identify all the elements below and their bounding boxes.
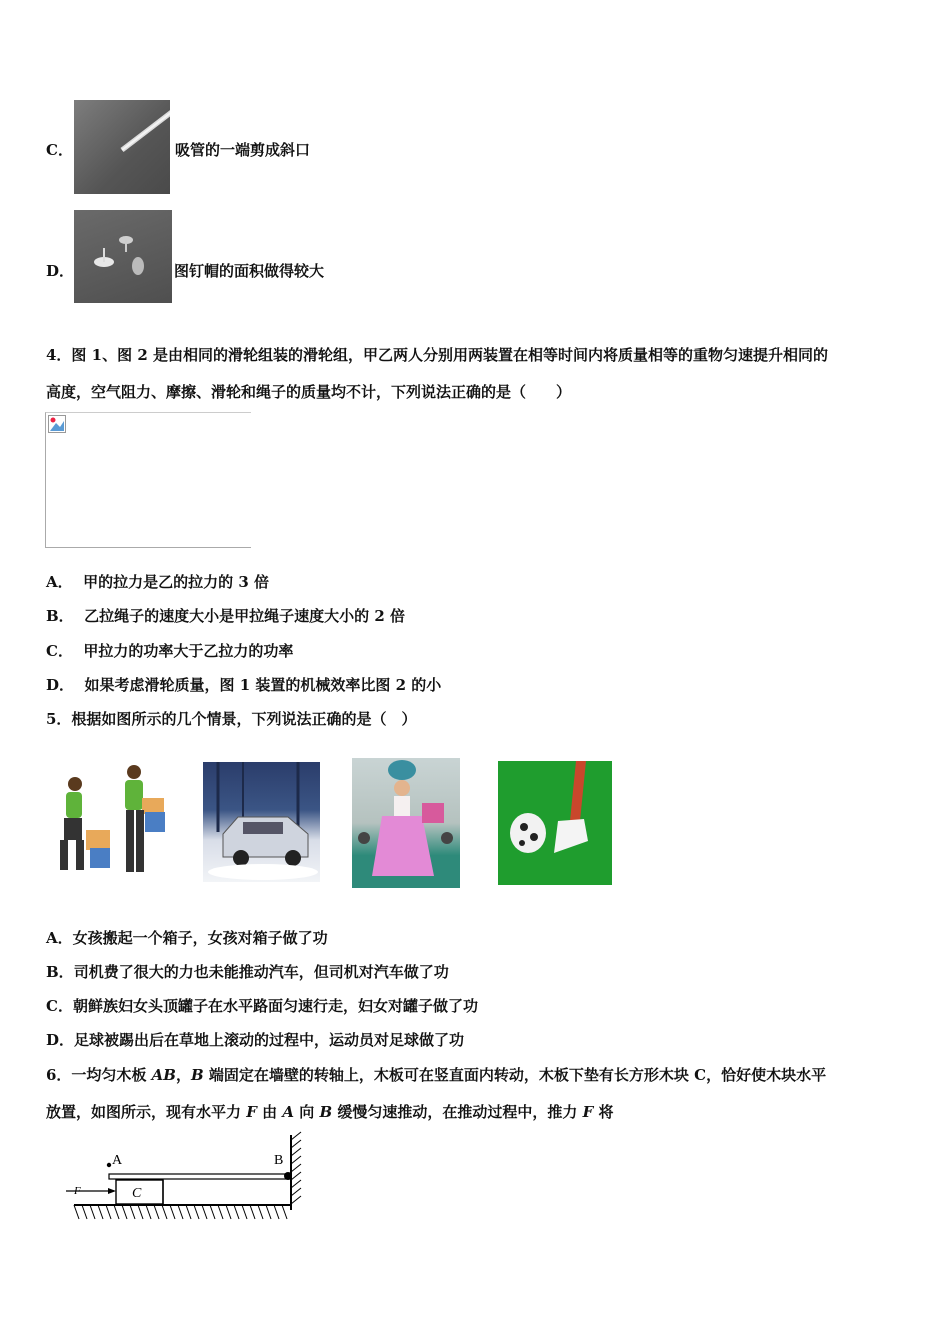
q4-option-a [46, 572, 269, 592]
q3-option-d [46, 261, 74, 281]
q5-option-d [46, 1030, 464, 1050]
q6-var-ab: AB [151, 1066, 176, 1084]
option-label: B． [46, 607, 74, 625]
q4-option-d [46, 675, 441, 695]
soccer-kick-photo [498, 761, 612, 885]
option-label: D． [46, 676, 75, 694]
q6-stem-line2 [46, 1102, 613, 1122]
car-in-snow-photo [203, 762, 320, 882]
q6-var-b: B [191, 1066, 204, 1084]
option-text: 朝鲜族妇女头顶罐子在水平路面匀速行走，妇女对罐子做了功 [72, 997, 478, 1015]
option-label: A． [46, 929, 73, 947]
q6-text: 由 [256, 1103, 283, 1121]
pivot-b [284, 1172, 292, 1180]
q6-text: ， [176, 1066, 192, 1084]
q5-option-b [46, 962, 449, 982]
option-label: B． [46, 963, 74, 981]
q6-var-f: F [582, 1103, 594, 1121]
straw-icon [74, 100, 170, 194]
point-a [107, 1163, 111, 1167]
option-text: 甲的拉力是乙的拉力的 3 倍 [83, 573, 269, 591]
q6-text: 放置，如图所示，现有水平力 [46, 1103, 247, 1121]
girl-lifting-box-photo [50, 762, 175, 880]
q6-text: 端固定在墙壁的转轴上，木板可在竖直面内转动，木板下垫有长方形木块 C，恰好使木块水平 [203, 1066, 827, 1084]
label-f: F [74, 1185, 81, 1197]
label-a: A [112, 1153, 123, 1168]
q3-option-d-text: 图钉帽的面积做得较大 [174, 262, 325, 280]
q4-option-c [46, 641, 293, 661]
option-label: C． [46, 141, 73, 159]
q6-var-f: F [246, 1103, 257, 1121]
q6-stem-line1 [46, 1065, 826, 1085]
q3-option-c [46, 140, 73, 160]
car-icon [203, 762, 320, 882]
q4-option-b [46, 606, 405, 626]
straw-photo [74, 100, 170, 194]
woman-carrying-jar-photo [352, 758, 460, 888]
q6-text: 向 [293, 1103, 320, 1121]
pulley-figure-placeholder [45, 412, 251, 548]
q6-var-b: B [319, 1103, 333, 1121]
force-arrow-head [108, 1188, 116, 1194]
q6-text: 将 [593, 1103, 614, 1121]
label-b: B [274, 1153, 284, 1168]
board-block-diagram [60, 1130, 320, 1225]
q5-option-c [46, 996, 478, 1016]
option-text: 女孩搬起一个箱子，女孩对箱子做了功 [72, 929, 328, 947]
broken-image-icon [48, 415, 66, 433]
q6-var-a: A [282, 1103, 294, 1121]
option-text: 乙拉绳子的速度大小是甲拉绳子速度大小的 2 倍 [84, 607, 406, 625]
option-text: 甲拉力的功率大于乙拉力的功率 [83, 642, 294, 660]
label-c: C [132, 1186, 142, 1201]
thumbtack-icon [74, 210, 172, 303]
option-label: D． [46, 1031, 75, 1049]
soccer-ball-icon [498, 761, 612, 885]
option-label: A． [46, 573, 73, 591]
q4-stem-line1: 4．图 1、图 2 是由相同的滑轮组装的滑轮组，甲乙两人分别用两装置在相等时间内将质量相等的重物匀速提升相同的 [46, 346, 828, 364]
q5-option-a [46, 928, 328, 948]
option-text: 司机费了很大的力也未能推动汽车，但司机对汽车做了功 [73, 963, 449, 981]
q6-text: 缓慢匀速推动，在推动过程中，推力 [332, 1103, 583, 1121]
board-ab [109, 1174, 289, 1179]
option-label: D． [46, 262, 75, 280]
q6-text: 6．一均匀木板 [46, 1066, 152, 1084]
thumbtack-photo [74, 210, 172, 303]
option-text: 足球被踢出后在草地上滚动的过程中，运动员对足球做了功 [74, 1031, 465, 1049]
wall-hatch [291, 1132, 301, 1204]
q5-stem: 5．根据如图所示的几个情景，下列说法正确的是（ ） [46, 710, 417, 728]
option-text: 如果考虑滑轮质量，图 1 装置的机械效率比图 2 的小 [84, 676, 442, 694]
woman-jar-icon [352, 758, 460, 888]
option-label: C． [46, 642, 73, 660]
q3-option-c-text: 吸管的一端剪成斜口 [175, 141, 311, 159]
q4-stem-line2: 高度，空气阻力、摩擦、滑轮和绳子的质量均不计，下列说法正确的是（ ） [46, 383, 572, 401]
girl-box-icon [50, 762, 175, 880]
option-label: C． [46, 997, 73, 1015]
ground-hatch [74, 1205, 287, 1219]
